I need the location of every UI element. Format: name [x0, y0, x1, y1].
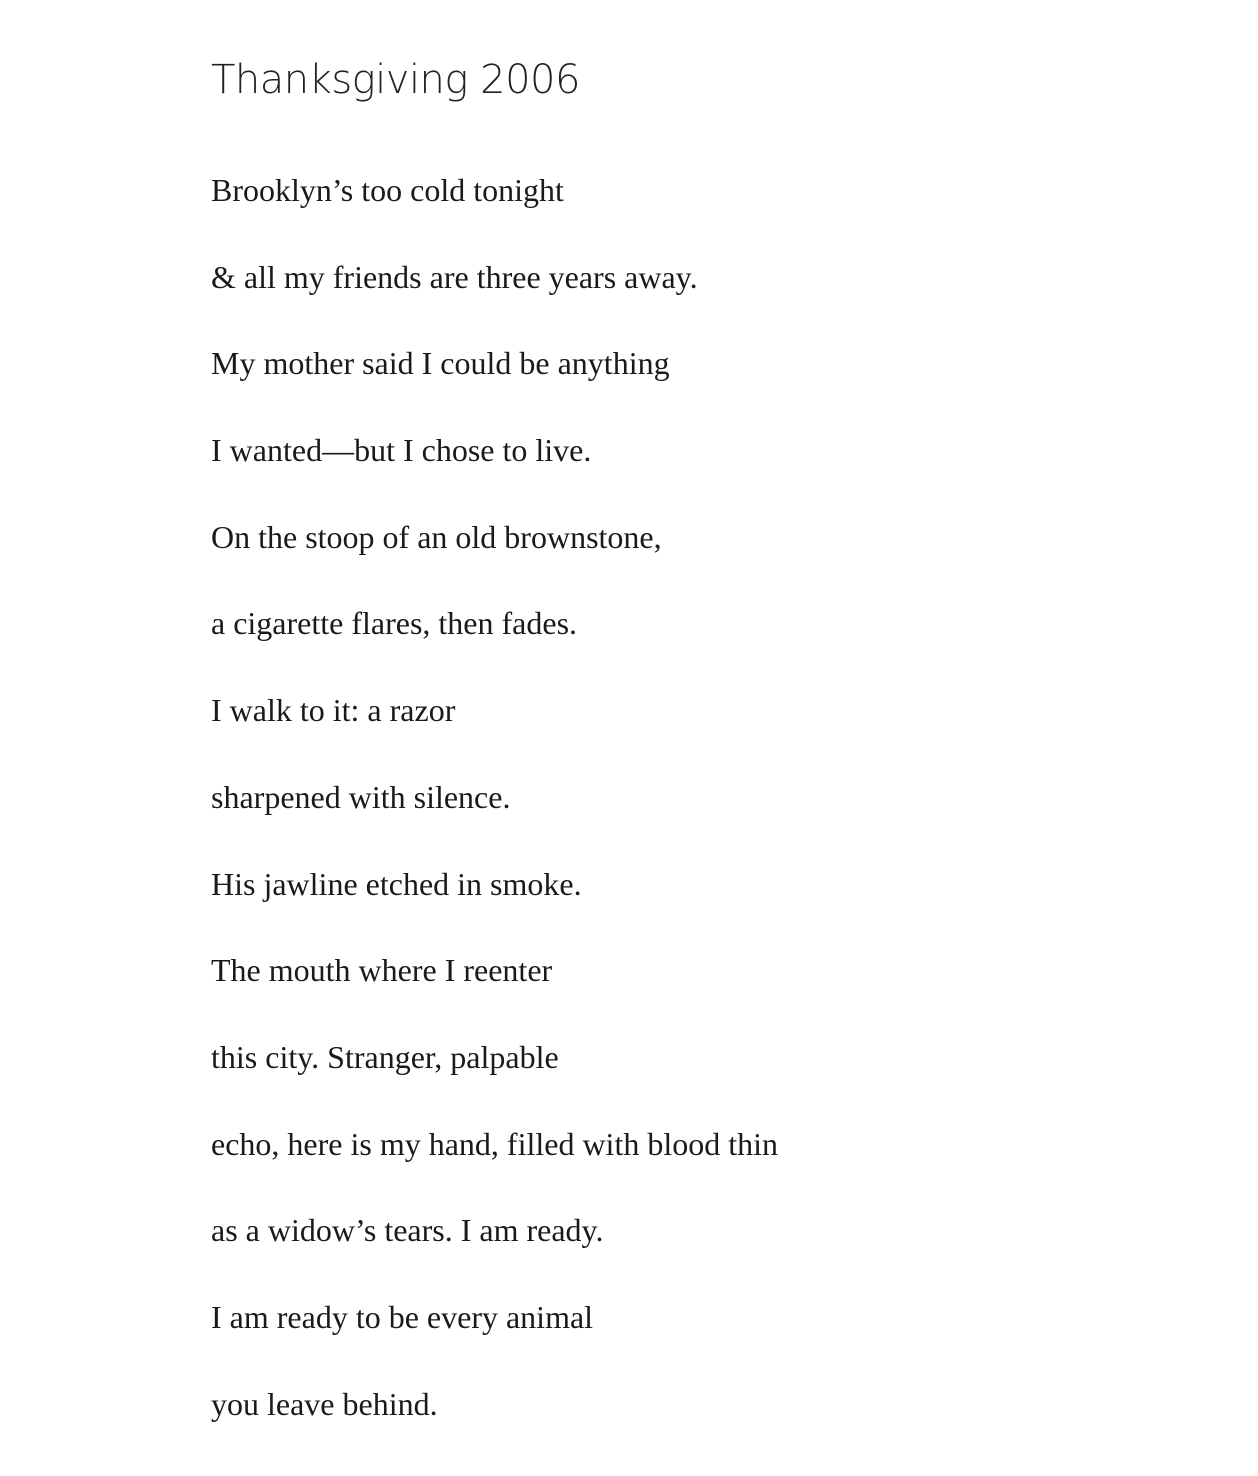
poem-line: My mother said I could be anything: [211, 345, 670, 382]
poem-line: I walk to it: a razor: [211, 692, 456, 729]
poem-line: as a widow’s tears. I am ready.: [211, 1212, 604, 1249]
poem-title: Thanksgiving 2006: [211, 57, 580, 103]
poem-line: On the stoop of an old brownstone,: [211, 518, 662, 555]
poem-line: this city. Stranger, palpable: [211, 1038, 559, 1075]
poem-line: a cigarette flares, then fades.: [211, 605, 578, 642]
poem-line: you leave behind.: [211, 1385, 438, 1422]
poem-line: echo, here is my hand, filled with blood thin: [211, 1125, 778, 1162]
poem-line: & all my friends are three years away.: [211, 258, 698, 295]
poem-body: [211, 164, 778, 1464]
poem-line: sharpened with silence.: [211, 778, 511, 815]
poem-line: I am ready to be every animal: [211, 1298, 594, 1335]
poem-line: His jawline etched in smoke.: [211, 865, 582, 902]
poem-line: Brooklyn’s too cold tonight: [211, 172, 564, 208]
poem-line: I wanted—but I chose to live.: [211, 432, 592, 469]
poem-line: The mouth where I reenter: [211, 952, 553, 989]
